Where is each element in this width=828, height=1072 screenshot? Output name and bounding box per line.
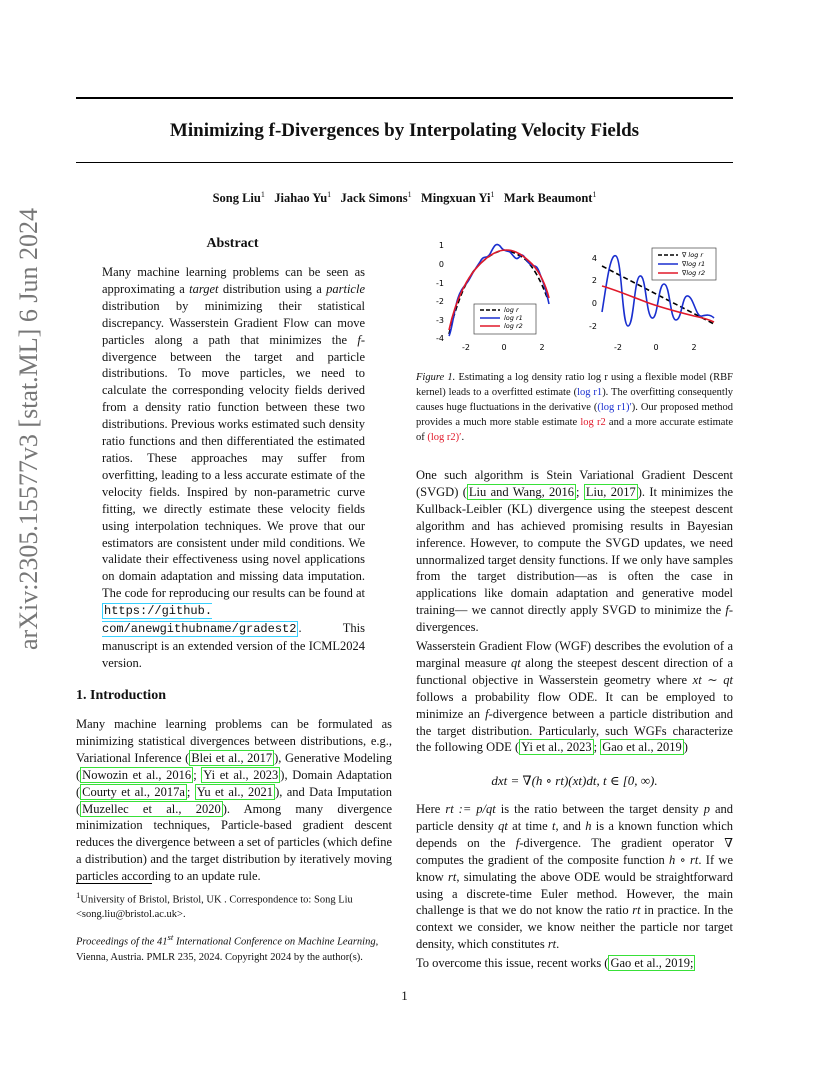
- citation-link[interactable]: Nowozin et al., 2016: [82, 767, 192, 782]
- x-tick-label: -2: [462, 343, 470, 352]
- page-number: 1: [401, 988, 408, 1003]
- abstract-text: Many machine learning problems can be seen as approximating a target distribution using a particle distribution by minimizing their statistical discrepancy. Wasserstein Gradient Flow can move particles along a path that minimizes the f-divergence between the target and particle distributions. To move particles, we need to calculate the corresponding velocity fields derived from a density ratio function between these two distributions. Previous works estimated such density ratio functions and then differentiated the estimated ratios. These approaches may suffer from overfitting, leading to a less accurate estimate of the velocity fields. Inspired by non-parametric curve fitting, we directly estimate these velocity fields using interpolation techniques. We prove that our estimators are consistent under mild conditions. We validate their effectiveness using novel applications on domain adaptation and missing data imputation. The code for reproducing our results can be found at https://github. com/anewgithubname/gradest2 . This manuscript is an extended version of the ICML2024 version.: [102, 265, 365, 670]
- author: Jiahao Yu: [274, 191, 328, 206]
- author-list: [76, 190, 733, 206]
- affiliation-mark: 1: [407, 190, 412, 199]
- citation-link[interactable]: Gao et al., 2019: [602, 740, 682, 755]
- x-tick-label: 0: [653, 343, 659, 352]
- right-plot: [589, 248, 716, 352]
- figure-1-caption: Figure 1. Estimating a log density ratio log r using a flexible model (RBF kernel) leads to a overfitted estimate (log r1). The overfitting consequently causes huge fluctuations in the derivative ((log r1)′). Our proposed method provides a much more stable estimate log r2 and a more accurate estimate of (log r2)′.: [416, 372, 734, 443]
- introduction-paragraph: Many machine learning problems can be formulated as minimizing statistical divergences between distributions, e.g., Variational Inference ( Blei et al., 2017 ), Generative Modeling ( Nowozin et al., 2016 ; Yi et al., 2023 ), Domain Adaptation ( Courty et al., 2017a ; Yu et al., 2021 ), and Data Imputation ( Muzellec et al., 2020 ). Among many divergence minimization techniques, Particle-based gradient descent reduces the divergence between a set of particles (which define a distribution) and the target distribution by iteratively moving particles according to an update rule.: [76, 717, 392, 884]
- y-tick-label: 0: [438, 260, 444, 269]
- top-rule: [76, 97, 733, 99]
- footnote-rule: [76, 883, 152, 884]
- affiliation-mark: 1: [327, 190, 332, 199]
- wgf-paragraph: Wasserstein Gradient Flow (WGF) describes the evolution of a marginal measure qt along the steepest descent direction of a functional objective in Wasserstein geometry where xt ∼ qt follows a probability flow ODE. It can be employed to minimize an f-divergence between a particle distribution and the target distribution. Particularly, such WGFs characterize the following ODE ( Yi et al., 2023 ; Gao et al., 2019 ): [416, 639, 734, 755]
- y-tick-label: -3: [436, 316, 444, 325]
- legend-entry: log r2: [504, 322, 523, 330]
- left-plot: [436, 241, 549, 352]
- ode-equation: dxt = ∇(h ∘ rt)(xt)dt, t ∈ [0, ∞).: [491, 773, 658, 788]
- introduction-heading: 1. Introduction: [76, 688, 166, 703]
- paper-title: Minimizing f-Divergences by Interpolating Velocity Fields: [169, 120, 640, 141]
- citation-link[interactable]: Courty et al., 2017a: [82, 784, 185, 799]
- citation-link[interactable]: Yi et al., 2023: [521, 740, 592, 755]
- y-tick-label: 2: [591, 276, 597, 285]
- citation-link[interactable]: Gao et al., 2019;: [610, 956, 694, 970]
- affiliation-mark: 1: [592, 190, 597, 199]
- proceedings-note: Proceedings of the 41st International Conference on Machine Learning, Vienna, Austria. PMLR 235, 2024. Copyright 2024 by the author(s).: [76, 932, 379, 963]
- citation-link[interactable]: Blei et al., 2017: [191, 750, 273, 765]
- y-tick-label: -1: [436, 279, 444, 288]
- citation-link[interactable]: Liu, 2017: [585, 484, 636, 499]
- y-tick-label: -4: [436, 334, 444, 343]
- y-tick-label: -2: [589, 322, 597, 331]
- y-tick-label: 4: [591, 254, 597, 263]
- x-tick-label: 2: [691, 343, 697, 352]
- legend-entry: ∇log r2: [682, 269, 706, 277]
- citation-link[interactable]: Yi et al., 2023: [203, 767, 279, 782]
- legend-entry: ∇log r1: [682, 260, 706, 268]
- citation-link[interactable]: Yu et al., 2021: [196, 784, 274, 799]
- figure-1: [416, 238, 733, 358]
- author: Mingxuan Yi: [420, 191, 491, 206]
- svgd-paragraph: One such algorithm is Stein Variational Gradient Descent (SVGD) ( Liu and Wang, 2016 ; Liu, 2017 ). It minimizes the Kullback-Leibler (KL) divergence using the steepest descent algorithm and has achieved promising results in Bayesian inference. However, to compute the SVGD updates, we need unnormalized target density functions. If we only have samples from the target distribution—as is often the case in applications like domain adaptation and generative model training— we cannot directly apply SVGD to minimize the f-divergences.: [416, 468, 734, 635]
- code-link[interactable]: https://github. com/anewgithubname/gradest2: [102, 604, 297, 637]
- affiliation-footnote: $^1$University of Bristol, Bristol, UK . Correspondence to: Song Liu <song.liu@bristol.ac.uk>.: [76, 890, 353, 920]
- x-tick-label: -2: [614, 343, 622, 352]
- x-tick-label: 0: [501, 343, 507, 352]
- title-bottom-rule: [76, 162, 733, 163]
- x-tick-label: 2: [539, 343, 545, 352]
- author: Song Liu: [212, 191, 261, 206]
- y-tick-label: 0: [591, 299, 597, 308]
- citation-link[interactable]: Muzellec et al., 2020: [82, 801, 221, 816]
- legend-entry: ∇ log r: [682, 251, 704, 259]
- author: Jack Simons: [340, 191, 408, 206]
- affiliation-mark: 1: [490, 190, 495, 199]
- y-tick-label: -2: [436, 297, 444, 306]
- y-tick-label: 1: [438, 241, 444, 250]
- ratio-paragraph: Here rt := p/qt is the ratio between the target density p and particle density qt at time t, and h is a known function which depends on the f-divergence. The gradient operator ∇ computes the gradient of the composite function h ∘ rt. If we know rt, simulating the above ODE would be straightforward using a discrete-time Euler method. However, the main challenge is that we do not know the ratio rt in practice. In the context we consider, we know neither the particle nor target density, which constitutes rt.: [416, 802, 734, 952]
- legend-entry: log r1: [504, 314, 523, 322]
- citation-link[interactable]: Liu and Wang, 2016: [468, 484, 575, 499]
- abstract-heading: Abstract: [206, 236, 259, 251]
- overcome-paragraph: To overcome this issue, recent works ( Gao et al., 2019;: [416, 956, 694, 970]
- legend-entry: log r: [504, 306, 519, 314]
- author: Mark Beaumont: [503, 191, 593, 206]
- affiliation-mark: 1: [260, 190, 265, 199]
